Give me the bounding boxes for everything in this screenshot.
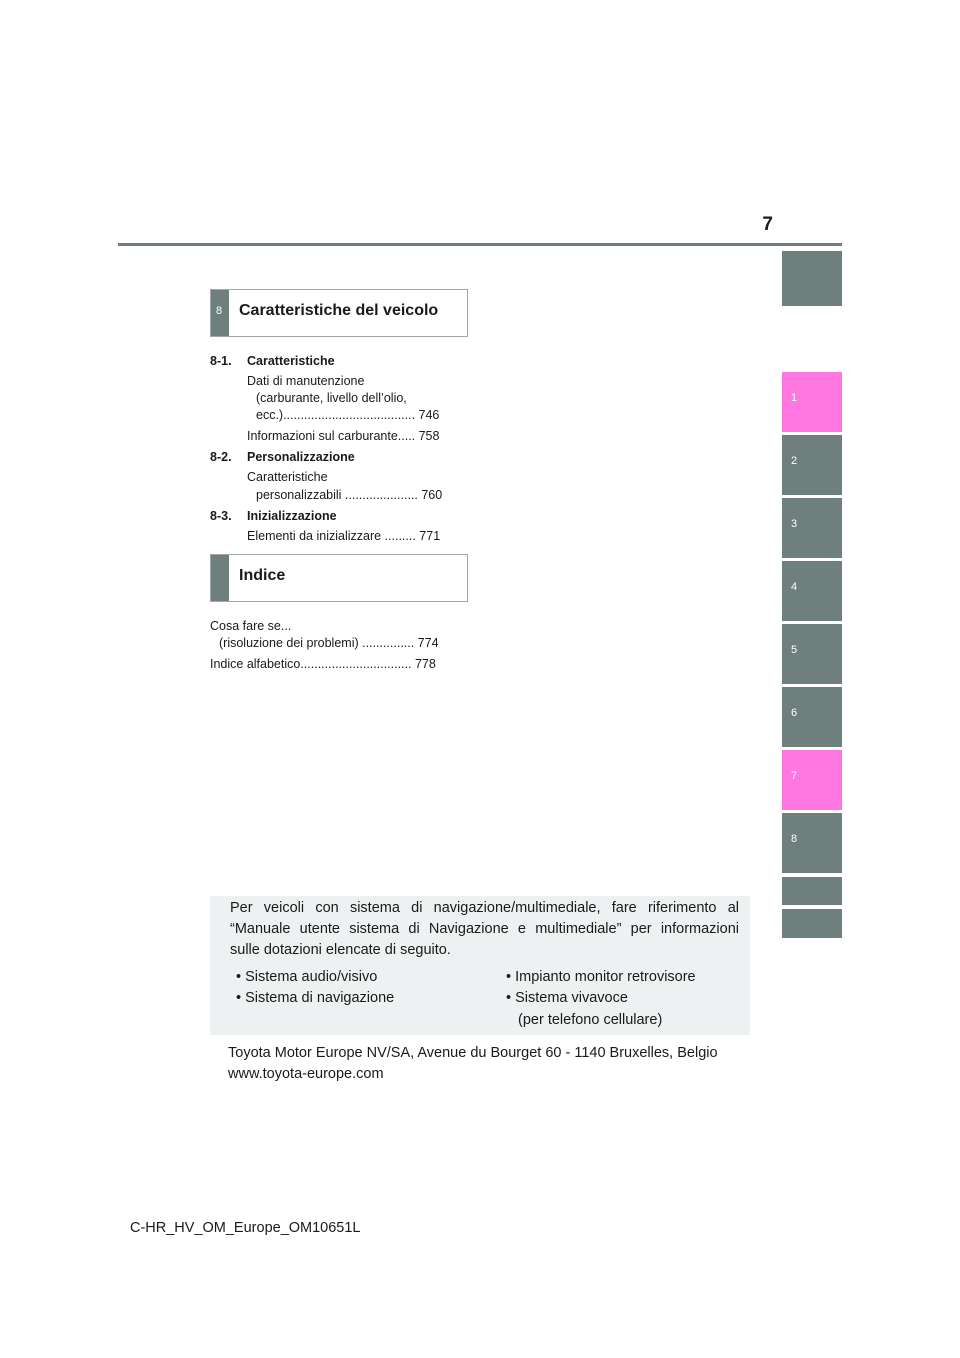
bullet-item: • Impianto monitor retrovisore: [506, 969, 696, 985]
side-tab-5[interactable]: [782, 624, 842, 684]
company-address: Toyota Motor Europe NV/SA, Avenue du Bourget 60 - 1140 Bruxelles, Belgio: [228, 1045, 718, 1061]
header-rule: [118, 243, 842, 246]
side-tab-6[interactable]: [782, 687, 842, 747]
side-tab-extra-1[interactable]: [782, 877, 842, 905]
toc-entry-line[interactable]: (carburante, livello dell’olio,: [256, 391, 407, 405]
document-code: C-HR_HV_OM_Europe_OM10651L: [130, 1220, 361, 1236]
info-line: sulle dotazioni elencate di seguito.: [230, 942, 451, 958]
toc-entry[interactable]: Informazioni sul carburante..... 758: [247, 429, 440, 443]
section-number-bar: [211, 290, 229, 336]
side-tab-top[interactable]: [782, 251, 842, 306]
side-tab-label: 8: [791, 833, 798, 845]
website-link[interactable]: www.toyota-europe.com: [228, 1066, 384, 1082]
page-number: 7: [762, 214, 773, 235]
bullet-item-continuation: (per telefono cellulare): [518, 1012, 663, 1028]
toc-subsection-8-2[interactable]: 8-2. Personalizzazione: [210, 450, 355, 464]
side-tab-label: 7: [791, 770, 798, 782]
side-tab-2[interactable]: [782, 435, 842, 495]
bullet-item: • Sistema audio/visivo: [236, 969, 378, 985]
toc-subsection-8-1[interactable]: 8-1. Caratteristiche: [210, 354, 335, 368]
toc-entry-line[interactable]: Cosa fare se...: [210, 619, 292, 633]
section-header-index: [210, 554, 468, 602]
side-tab-label: 4: [791, 581, 798, 593]
side-tab-label: 6: [791, 707, 798, 719]
toc-entry-line[interactable]: personalizzabili ..................... 760: [256, 488, 443, 502]
side-tab-extra-2[interactable]: [782, 909, 842, 938]
info-text: [230, 898, 739, 961]
side-tab-4[interactable]: [782, 561, 842, 621]
side-tab-7[interactable]: [782, 750, 842, 810]
section-title: Indice: [239, 567, 286, 584]
side-tab-3[interactable]: [782, 498, 842, 558]
side-tab-8[interactable]: [782, 813, 842, 873]
toc-subsection-8-3[interactable]: 8-3. Inizializzazione: [210, 509, 337, 523]
side-tab-label: 2: [791, 455, 798, 467]
section-header-8: [210, 289, 468, 337]
toc-entry-line[interactable]: Caratteristiche: [247, 470, 328, 484]
section-title: Caratteristiche del veicolo: [239, 302, 439, 319]
side-tab-label: 1: [791, 392, 798, 404]
toc-entry-line[interactable]: ecc.)...................................... 746: [256, 408, 440, 422]
toc-entry-line[interactable]: (risoluzione dei problemi) ............... 774: [219, 636, 439, 650]
toc-entry[interactable]: Indice alfabetico................................ 778: [210, 657, 436, 671]
side-tab-1[interactable]: [782, 372, 842, 432]
side-tab-label: 5: [791, 644, 798, 656]
info-line: Per veicoli con sistema di navigazione/multimediale, fare riferimento al: [230, 900, 739, 916]
side-tab-label: 3: [791, 518, 798, 530]
bullet-item: • Sistema vivavoce: [506, 990, 628, 1006]
section-number: 8: [216, 305, 223, 317]
section-number-bar: [211, 555, 229, 601]
toc-entry-line[interactable]: Dati di manutenzione: [247, 374, 365, 388]
info-line: “Manuale utente sistema di Navigazione e multimediale” per informazioni: [230, 921, 739, 937]
toc-entry[interactable]: Elementi da inizializzare ......... 771: [247, 529, 441, 543]
bullet-item: • Sistema di navigazione: [236, 990, 395, 1006]
